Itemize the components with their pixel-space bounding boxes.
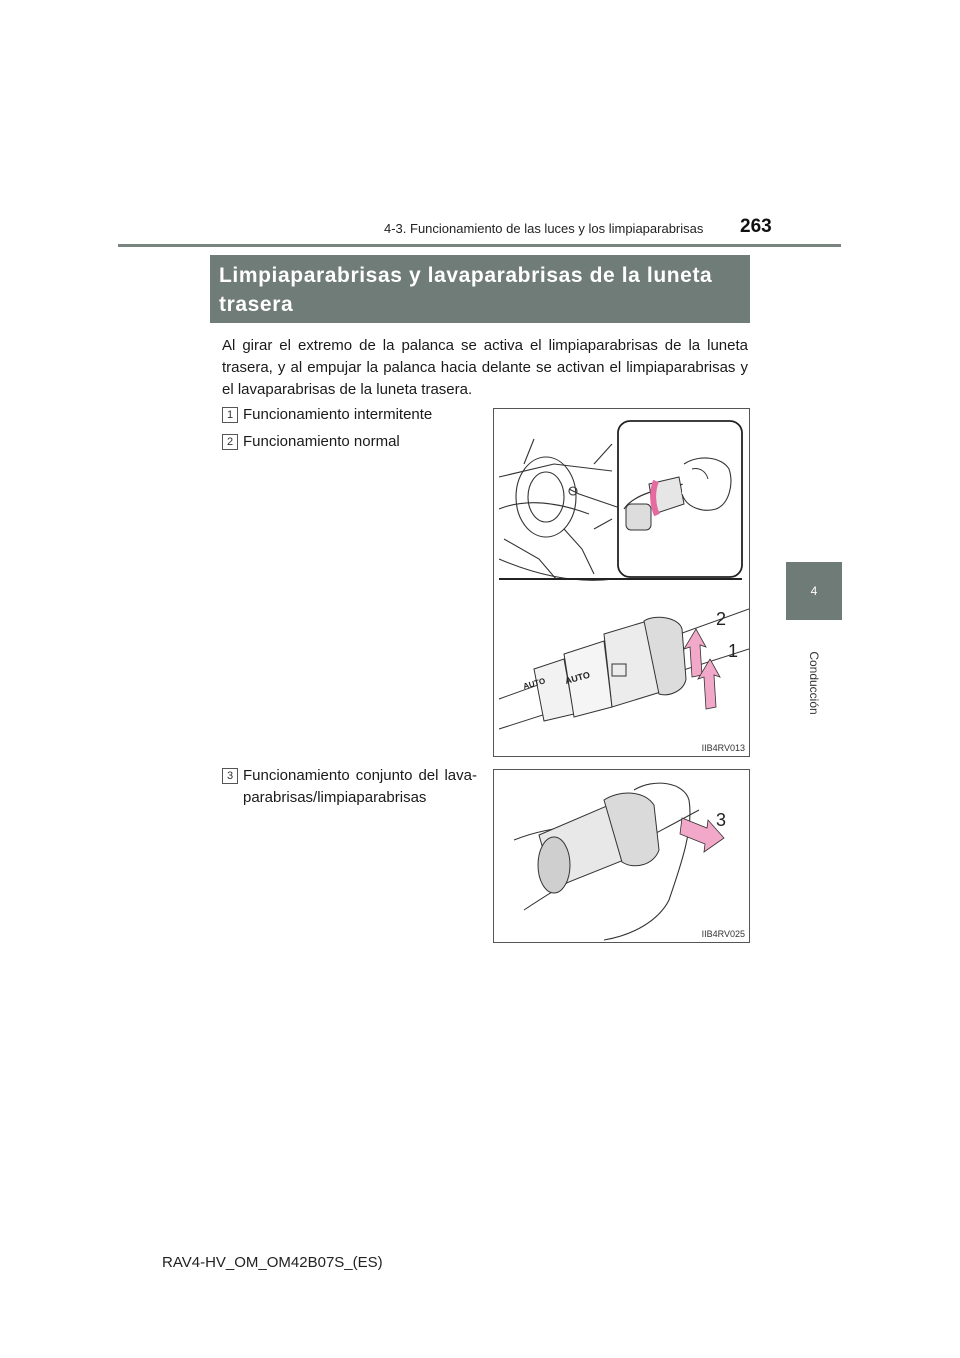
item-text: Funcionamiento intermitente: [243, 406, 433, 423]
chapter-label-text: Conducción: [807, 651, 821, 715]
callout-number: 2: [716, 609, 727, 629]
list-item: [222, 404, 477, 426]
figure-wiper-lever-push: [493, 769, 750, 943]
lever-label: AUTO: [522, 676, 547, 691]
item-number-badge: 3: [222, 768, 238, 784]
figure-code: IIB4RV013: [701, 743, 745, 753]
figure-code: IIB4RV025: [701, 929, 745, 939]
callout-number: 3: [716, 810, 727, 830]
header-rule: [118, 244, 841, 247]
cockpit-scene: [499, 439, 617, 580]
item-text: Funcionamiento conjunto del lavaparabrisas/limpiaparabrisas: [243, 767, 477, 806]
chapter-label: [773, 628, 855, 738]
running-header: 4-3. Funcionamiento de las luces y los limpiaparabrisas: [384, 221, 704, 236]
callout-number: 1: [728, 641, 739, 661]
figure-wiper-lever-rotation: [493, 408, 750, 757]
item-number-badge: 2: [222, 434, 238, 450]
section-title-line1: Limpiaparabrisas y lavaparabrisas de la luneta: [219, 264, 713, 287]
section-title-banner: [210, 255, 750, 323]
chapter-number: 4: [810, 584, 818, 598]
item-text: Funcionamiento normal: [243, 433, 400, 450]
list-item: [222, 765, 477, 809]
page-number: 263: [740, 216, 772, 237]
upward-arrow: [684, 629, 706, 677]
lever-push-scene: [514, 783, 699, 940]
lever-label: AUTO: [563, 669, 591, 686]
washer-lever-illustration: [494, 770, 749, 942]
intro-paragraph: Al girar el extremo de la palanca se activa el limpiaparabrisas de la luneta trasera, y al empujar la palanca hacia delante se activan el limpiaparabrisas y el lavaparabrisas de la luneta trasera.: [222, 337, 748, 398]
section-title-line2: trasera: [219, 293, 294, 316]
list-item: [222, 431, 477, 453]
model-code-footer: RAV4-HV_OM_OM42B07S_(ES): [162, 1254, 383, 1271]
wiper-lever-illustration: [494, 409, 749, 756]
chapter-tab[interactable]: [786, 562, 842, 620]
zoom-inset: [618, 421, 742, 577]
item-number-badge: 1: [222, 407, 238, 423]
